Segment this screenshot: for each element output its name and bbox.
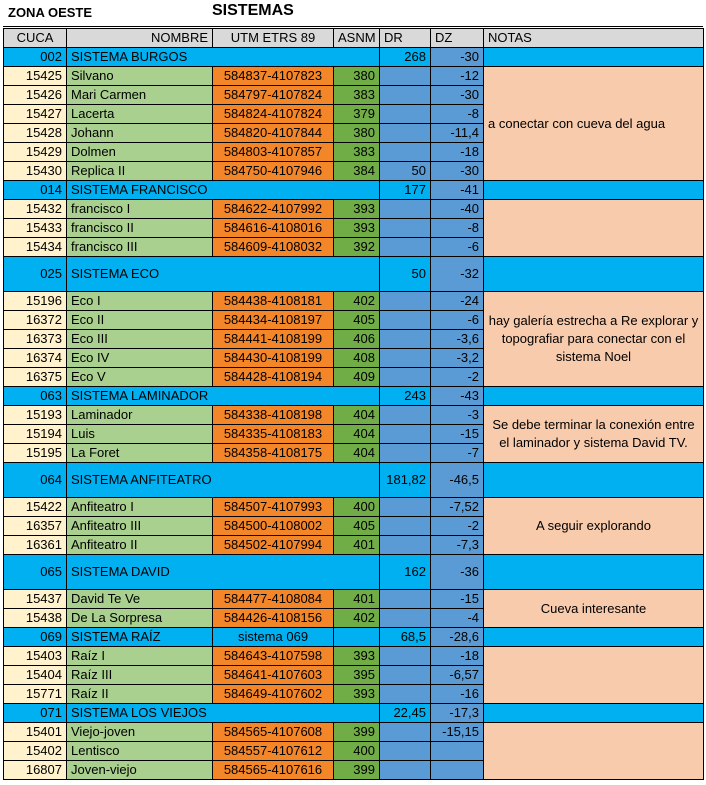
system-cuca: 069 xyxy=(4,628,67,647)
cave-dr xyxy=(380,536,431,555)
cave-cuca: 15432 xyxy=(4,200,67,219)
cave-asnm: 400 xyxy=(334,742,380,761)
cave-dz: -7,3 xyxy=(431,536,484,555)
cave-cuca: 16357 xyxy=(4,517,67,536)
cave-dz: -2 xyxy=(431,517,484,536)
cave-asnm: 383 xyxy=(334,86,380,105)
cave-utm: 584797-4107824 xyxy=(213,86,334,105)
cave-utm: 584565-4107616 xyxy=(213,761,334,780)
cave-asnm: 393 xyxy=(334,200,380,219)
cave-asnm: 383 xyxy=(334,143,380,162)
cave-name: De La Sorpresa xyxy=(67,609,213,628)
cave-dz: -7,52 xyxy=(431,498,484,517)
cave-name: Joven-viejo xyxy=(67,761,213,780)
cave-asnm: 379 xyxy=(334,105,380,124)
cave-dz: -40 xyxy=(431,200,484,219)
cave-asnm: 400 xyxy=(334,498,380,517)
cave-cuca: 16361 xyxy=(4,536,67,555)
cave-asnm: 393 xyxy=(334,647,380,666)
system-name: SISTEMA ANFITEATRO xyxy=(67,463,380,498)
system-dr: 50 xyxy=(380,257,431,292)
cave-name: Anfiteatro I xyxy=(67,498,213,517)
cave-row xyxy=(4,67,704,86)
cave-cuca: 15426 xyxy=(4,86,67,105)
zona-label: ZONA OESTE xyxy=(8,5,93,20)
cave-asnm: 405 xyxy=(334,311,380,330)
cave-notes: A seguir explorando xyxy=(484,498,704,555)
cave-cuca: 15437 xyxy=(4,590,67,609)
cave-name: Eco V xyxy=(67,368,213,387)
cave-dz: -15 xyxy=(431,590,484,609)
cave-utm: 584500-4108002 xyxy=(213,517,334,536)
cave-row xyxy=(4,590,704,609)
cave-notes: a conectar con cueva del agua xyxy=(484,67,704,181)
system-notes xyxy=(484,48,704,67)
system-name: SISTEMA LAMINADOR xyxy=(67,387,380,406)
cave-dr xyxy=(380,590,431,609)
cave-cuca: 15401 xyxy=(4,723,67,742)
system-row xyxy=(4,257,704,292)
cave-cuca: 15438 xyxy=(4,609,67,628)
system-dz: -43 xyxy=(431,387,484,406)
cave-name: Anfiteatro II xyxy=(67,536,213,555)
cave-cuca: 16373 xyxy=(4,330,67,349)
cave-notes xyxy=(484,723,704,780)
cave-asnm: 404 xyxy=(334,444,380,463)
system-cuca: 063 xyxy=(4,387,67,406)
system-name: SISTEMA RAÍZ xyxy=(67,628,213,647)
title-row xyxy=(3,4,703,27)
cave-utm: 584557-4107612 xyxy=(213,742,334,761)
cave-asnm: 409 xyxy=(334,368,380,387)
cave-dr xyxy=(380,742,431,761)
cave-utm: 584750-4107946 xyxy=(213,162,334,181)
cave-cuca: 16807 xyxy=(4,761,67,780)
cave-utm: 584426-4108156 xyxy=(213,609,334,628)
system-notes xyxy=(484,257,704,292)
cave-name: Lentisco xyxy=(67,742,213,761)
cave-dr xyxy=(380,67,431,86)
cave-name: La Foret xyxy=(67,444,213,463)
cave-cuca: 15196 xyxy=(4,292,67,311)
cave-row xyxy=(4,723,704,742)
system-cuca: 071 xyxy=(4,704,67,723)
cave-name: Laminador xyxy=(67,406,213,425)
cave-name: Johann xyxy=(67,124,213,143)
cave-dr xyxy=(380,311,431,330)
col-header-dz: DZ xyxy=(431,29,484,48)
cave-name: francisco II xyxy=(67,219,213,238)
cave-name: Eco II xyxy=(67,311,213,330)
cave-dr: 50 xyxy=(380,162,431,181)
cave-utm: 584507-4107993 xyxy=(213,498,334,517)
cave-dr xyxy=(380,349,431,368)
cave-dr xyxy=(380,368,431,387)
cave-row xyxy=(4,647,704,666)
col-header-utm: UTM ETRS 89 xyxy=(213,29,334,48)
cave-dz: -16 xyxy=(431,685,484,704)
cave-dz: -6 xyxy=(431,238,484,257)
system-cuca: 025 xyxy=(4,257,67,292)
cave-cuca: 15425 xyxy=(4,67,67,86)
cave-utm: 584438-4108181 xyxy=(213,292,334,311)
cave-asnm: 399 xyxy=(334,761,380,780)
cave-dr xyxy=(380,685,431,704)
cave-dz xyxy=(431,742,484,761)
cave-dz: -8 xyxy=(431,219,484,238)
col-header-nombre: NOMBRE xyxy=(67,29,213,48)
system-dz: -36 xyxy=(431,555,484,590)
system-row xyxy=(4,48,704,67)
cave-utm: 584335-4108183 xyxy=(213,425,334,444)
cave-dr xyxy=(380,219,431,238)
cave-utm: 584565-4107608 xyxy=(213,723,334,742)
cave-cuca: 15403 xyxy=(4,647,67,666)
cave-utm: 584441-4108199 xyxy=(213,330,334,349)
cave-utm: 584622-4107992 xyxy=(213,200,334,219)
cave-cuca: 15422 xyxy=(4,498,67,517)
cave-asnm: 401 xyxy=(334,536,380,555)
cave-utm: 584338-4108198 xyxy=(213,406,334,425)
system-dr: 181,82 xyxy=(380,463,431,498)
cave-dz: -6,57 xyxy=(431,666,484,685)
system-notes xyxy=(484,181,704,200)
system-utm: sistema 069 xyxy=(213,628,334,647)
cave-cuca: 15404 xyxy=(4,666,67,685)
cave-dz xyxy=(431,761,484,780)
cave-dr xyxy=(380,444,431,463)
cave-dr xyxy=(380,292,431,311)
system-name: SISTEMA BURGOS xyxy=(67,48,380,67)
system-cuca: 065 xyxy=(4,555,67,590)
cave-dz: -30 xyxy=(431,162,484,181)
cave-utm: 584641-4107603 xyxy=(213,666,334,685)
system-notes xyxy=(484,463,704,498)
cave-dz: -30 xyxy=(431,86,484,105)
system-dz: -17,3 xyxy=(431,704,484,723)
cave-name: Raíz I xyxy=(67,647,213,666)
cave-asnm: 380 xyxy=(334,124,380,143)
cave-cuca: 15427 xyxy=(4,105,67,124)
system-dr: 22,45 xyxy=(380,704,431,723)
cave-utm: 584477-4108084 xyxy=(213,590,334,609)
system-dz: -28,6 xyxy=(431,628,484,647)
system-cuca: 064 xyxy=(4,463,67,498)
cave-dr xyxy=(380,406,431,425)
system-cuca: 002 xyxy=(4,48,67,67)
cave-dz: -24 xyxy=(431,292,484,311)
cave-dr xyxy=(380,647,431,666)
cave-asnm: 392 xyxy=(334,238,380,257)
cave-dz: -3,2 xyxy=(431,349,484,368)
cave-cuca: 15429 xyxy=(4,143,67,162)
cave-dr xyxy=(380,238,431,257)
cave-asnm: 393 xyxy=(334,685,380,704)
cave-dz: -18 xyxy=(431,143,484,162)
cave-cuca: 16374 xyxy=(4,349,67,368)
cave-dr xyxy=(380,425,431,444)
cave-utm: 584649-4107602 xyxy=(213,685,334,704)
cave-dr xyxy=(380,143,431,162)
system-dz: -41 xyxy=(431,181,484,200)
cave-asnm: 406 xyxy=(334,330,380,349)
cave-dr xyxy=(380,761,431,780)
cave-cuca: 15434 xyxy=(4,238,67,257)
system-row xyxy=(4,387,704,406)
system-dz: -46,5 xyxy=(431,463,484,498)
cave-notes: Se debe terminar la conexión entre el laminador y sistema David TV. xyxy=(484,406,704,463)
system-dz: -30 xyxy=(431,48,484,67)
system-row xyxy=(4,181,704,200)
system-notes xyxy=(484,704,704,723)
cave-asnm: 393 xyxy=(334,219,380,238)
system-dr: 68,5 xyxy=(380,628,431,647)
system-dr: 268 xyxy=(380,48,431,67)
cave-dz: -3,6 xyxy=(431,330,484,349)
cave-cuca: 15195 xyxy=(4,444,67,463)
cave-utm: 584609-4108032 xyxy=(213,238,334,257)
cave-dr xyxy=(380,200,431,219)
cave-dz: -8 xyxy=(431,105,484,124)
cave-dr xyxy=(380,86,431,105)
cave-dr xyxy=(380,609,431,628)
cave-name: Raíz II xyxy=(67,685,213,704)
system-cuca: 014 xyxy=(4,181,67,200)
cave-asnm: 402 xyxy=(334,292,380,311)
cave-name: Silvano xyxy=(67,67,213,86)
cave-name: Eco IV xyxy=(67,349,213,368)
cave-cuca: 16375 xyxy=(4,368,67,387)
system-dr: 177 xyxy=(380,181,431,200)
table-body xyxy=(4,48,704,780)
cave-name: francisco I xyxy=(67,200,213,219)
system-notes xyxy=(484,555,704,590)
system-name: SISTEMA ECO xyxy=(67,257,380,292)
cave-utm: 584434-4108197 xyxy=(213,311,334,330)
system-row xyxy=(4,555,704,590)
cave-name: Luis xyxy=(67,425,213,444)
cave-notes: Cueva interesante xyxy=(484,590,704,628)
cave-name: Dolmen xyxy=(67,143,213,162)
cave-cuca: 15194 xyxy=(4,425,67,444)
system-dz: -32 xyxy=(431,257,484,292)
system-notes xyxy=(484,387,704,406)
system-name: SISTEMA FRANCISCO xyxy=(67,181,380,200)
cave-dz: -18 xyxy=(431,647,484,666)
system-dr: 243 xyxy=(380,387,431,406)
cave-dz: -3 xyxy=(431,406,484,425)
cave-dr xyxy=(380,330,431,349)
cave-cuca: 15428 xyxy=(4,124,67,143)
cave-row xyxy=(4,498,704,517)
cave-asnm: 404 xyxy=(334,406,380,425)
cave-utm: 584358-4108175 xyxy=(213,444,334,463)
cave-dz: -11,4 xyxy=(431,124,484,143)
cave-dz: -15,15 xyxy=(431,723,484,742)
system-row xyxy=(4,704,704,723)
system-name: SISTEMA DAVID xyxy=(67,555,380,590)
system-notes xyxy=(484,628,704,647)
system-dr: 162 xyxy=(380,555,431,590)
cave-asnm: 408 xyxy=(334,349,380,368)
system-name: SISTEMA LOS VIEJOS xyxy=(67,704,380,723)
cave-name: Replica II xyxy=(67,162,213,181)
cave-utm: 584616-4108016 xyxy=(213,219,334,238)
system-row xyxy=(4,463,704,498)
cave-dz: -7 xyxy=(431,444,484,463)
sheet-title: SISTEMAS xyxy=(212,2,294,19)
cave-cuca: 15430 xyxy=(4,162,67,181)
cave-dr xyxy=(380,498,431,517)
cave-asnm: 380 xyxy=(334,67,380,86)
cave-cuca: 15433 xyxy=(4,219,67,238)
cave-dr xyxy=(380,723,431,742)
cave-dz: -4 xyxy=(431,609,484,628)
cave-row xyxy=(4,406,704,425)
cave-cuca: 15771 xyxy=(4,685,67,704)
cave-name: Lacerta xyxy=(67,105,213,124)
cave-asnm: 402 xyxy=(334,609,380,628)
cave-dz: -6 xyxy=(431,311,484,330)
cave-utm: 584643-4107598 xyxy=(213,647,334,666)
cave-utm: 584430-4108199 xyxy=(213,349,334,368)
cave-utm: 584824-4107824 xyxy=(213,105,334,124)
cave-utm: 584502-4107994 xyxy=(213,536,334,555)
cave-dz: -15 xyxy=(431,425,484,444)
cave-notes xyxy=(484,647,704,704)
cave-name: Raíz III xyxy=(67,666,213,685)
cave-name: francisco III xyxy=(67,238,213,257)
system-row xyxy=(4,628,704,647)
cave-utm: 584803-4107857 xyxy=(213,143,334,162)
cave-row xyxy=(4,292,704,311)
col-header-asnm: ASNM xyxy=(334,29,380,48)
cave-utm: 584837-4107823 xyxy=(213,67,334,86)
cave-utm: 584428-4108194 xyxy=(213,368,334,387)
cave-asnm: 405 xyxy=(334,517,380,536)
cave-asnm: 404 xyxy=(334,425,380,444)
col-header-notas: NOTAS xyxy=(484,29,704,48)
cave-name: Mari Carmen xyxy=(67,86,213,105)
cave-cuca: 15193 xyxy=(4,406,67,425)
cave-name: Eco I xyxy=(67,292,213,311)
cave-dr xyxy=(380,124,431,143)
cave-name: David Te Ve xyxy=(67,590,213,609)
cave-cuca: 16372 xyxy=(4,311,67,330)
cave-utm: 584820-4107844 xyxy=(213,124,334,143)
cave-name: Viejo-joven xyxy=(67,723,213,742)
cave-dz: -12 xyxy=(431,67,484,86)
system-asnm xyxy=(334,628,380,647)
cave-dr xyxy=(380,105,431,124)
cave-asnm: 384 xyxy=(334,162,380,181)
header-row xyxy=(4,29,704,48)
cave-dr xyxy=(380,666,431,685)
cave-cuca: 15402 xyxy=(4,742,67,761)
cave-notes: hay galería estrecha a Re explorar y topografiar para conectar con el sistema Noel xyxy=(484,292,704,387)
cave-notes xyxy=(484,200,704,257)
cave-dz: -2 xyxy=(431,368,484,387)
cave-name: Anfiteatro III xyxy=(67,517,213,536)
col-header-dr: DR xyxy=(380,29,431,48)
cave-asnm: 395 xyxy=(334,666,380,685)
systems-table xyxy=(3,28,704,780)
cave-dr xyxy=(380,517,431,536)
col-header-cuca: CUCA xyxy=(4,29,67,48)
cave-asnm: 399 xyxy=(334,723,380,742)
cave-asnm: 401 xyxy=(334,590,380,609)
cave-row xyxy=(4,200,704,219)
cave-name: Eco III xyxy=(67,330,213,349)
